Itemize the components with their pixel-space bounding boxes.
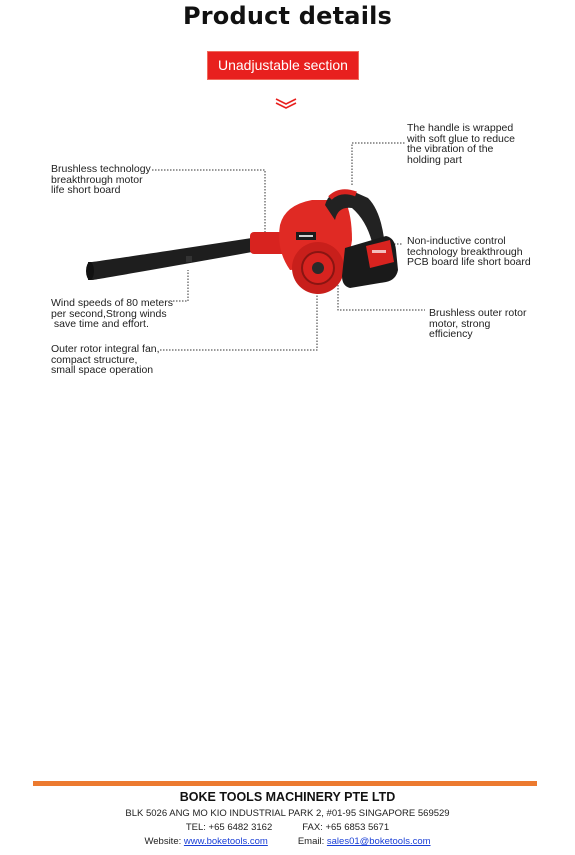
- email-link[interactable]: sales01@boketools.com: [326, 836, 431, 847]
- annotation-handle: The handle is wrapped with soft glue to reduce the vibration of the holding part: [407, 122, 515, 166]
- annotation-wind-speed: Wind speeds of 80 meters per second,Strong winds save time and effort.: [51, 297, 173, 330]
- footer-divider: [33, 781, 537, 786]
- website-link[interactable]: www.boketools.com: [183, 836, 268, 847]
- company-address: BLK 5026 ANG MO KIO INDUSTRIAL PARK 2, #01-95 SINGAPORE 569529: [125, 808, 450, 819]
- leaf-blower-product-image: [0, 0, 575, 400]
- page-title: Product details: [182, 2, 393, 30]
- blower-nozzle: [86, 237, 258, 280]
- contact-phone-fax: [0, 822, 575, 833]
- company-name: BOKE TOOLS MACHINERY PTE LTD: [179, 790, 396, 804]
- telephone: TEL: +65 6482 3162: [185, 822, 273, 833]
- contact-web-email: [0, 836, 575, 847]
- annotation-non-inductive-control: Non-inductive control technology breakthrough PCB board life short board: [407, 235, 531, 268]
- annotation-outer-rotor-fan: Outer rotor integral fan, compact structure, small space operation: [51, 343, 160, 376]
- website-label: Website:: [144, 836, 182, 847]
- annotation-brushless-technology: Brushless technology breakthrough motor life short board: [51, 163, 151, 196]
- annotation-outer-rotor-motor: Brushless outer rotor motor, strong efficiency: [429, 307, 527, 340]
- unadjustable-section-button[interactable]: Unadjustable section: [207, 51, 359, 80]
- fax: FAX: +65 6853 5671: [302, 822, 390, 833]
- email-label: Email:: [297, 836, 325, 847]
- blower-body: [279, 200, 352, 294]
